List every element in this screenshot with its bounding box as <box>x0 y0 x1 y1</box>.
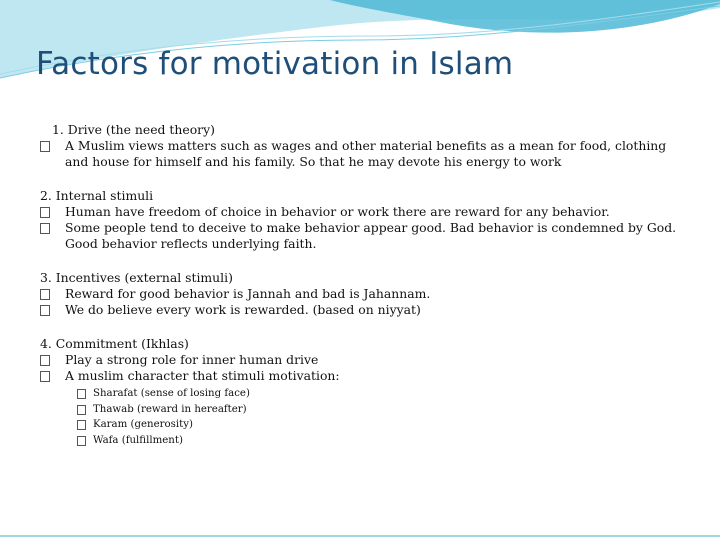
square-bullet-icon <box>77 389 86 399</box>
sub-list <box>40 386 680 448</box>
sub-item-text: Thawab (reward in hereafter) <box>93 403 247 415</box>
list-item <box>40 302 680 318</box>
square-bullet-icon <box>77 405 86 415</box>
list-item <box>40 286 680 302</box>
section-internal-stimuli <box>40 188 680 252</box>
section-commitment <box>40 336 680 448</box>
sub-list-item <box>40 417 680 433</box>
square-bullet-icon <box>40 141 50 152</box>
sub-list-item <box>40 433 680 449</box>
list-item <box>40 204 680 220</box>
square-bullet-icon <box>40 207 50 218</box>
square-bullet-icon <box>40 305 50 316</box>
sub-item-text: Wafa (fulfillment) <box>93 434 183 446</box>
bullet-text: Reward for good behavior is Jannah and bad is Jahannam. <box>65 286 431 301</box>
section-heading: 4. Commitment (Ikhlas) <box>40 336 189 351</box>
square-bullet-icon <box>77 420 86 430</box>
section-heading: 3. Incentives (external stimuli) <box>40 270 233 285</box>
bullet-text: Human have freedom of choice in behavior or work there are reward for any behavior. <box>65 204 610 219</box>
page-title: Factors for motivation in Islam <box>36 46 514 82</box>
section-heading: 2. Internal stimuli <box>40 188 154 203</box>
sub-list-item <box>40 386 680 402</box>
bullet-text: We do believe every work is rewarded. (based on niyyat) <box>65 302 421 317</box>
square-bullet-icon <box>40 371 50 382</box>
bullet-text: Play a strong role for inner human drive <box>65 352 319 367</box>
bottom-border-line <box>0 535 720 537</box>
sub-list-item <box>40 402 680 418</box>
square-bullet-icon <box>40 355 50 366</box>
list-item <box>40 368 680 384</box>
sub-item-text: Sharafat (sense of losing face) <box>93 388 250 399</box>
list-item <box>40 138 680 170</box>
section-incentives <box>40 270 680 318</box>
square-bullet-icon <box>40 223 50 234</box>
bullet-text: A Muslim views matters such as wages and other material benefits as a mean for food, clothing and house for himself and his family. So that he may devote his energy to work <box>65 138 667 169</box>
list-item <box>40 352 680 368</box>
section-heading: 1. Drive (the need theory) <box>52 122 215 137</box>
square-bullet-icon <box>40 289 50 300</box>
list-item <box>40 220 680 252</box>
bullet-text: Some people tend to deceive to make behavior appear good. Bad behavior is condemned by God. Good behavior reflects underlying faith. <box>65 220 677 251</box>
bullet-text: A muslim character that stimuli motivation: <box>65 368 340 383</box>
section-drive <box>40 122 680 170</box>
content-body <box>40 122 680 466</box>
square-bullet-icon <box>77 436 86 446</box>
sub-item-text: Karam (generosity) <box>93 419 193 430</box>
